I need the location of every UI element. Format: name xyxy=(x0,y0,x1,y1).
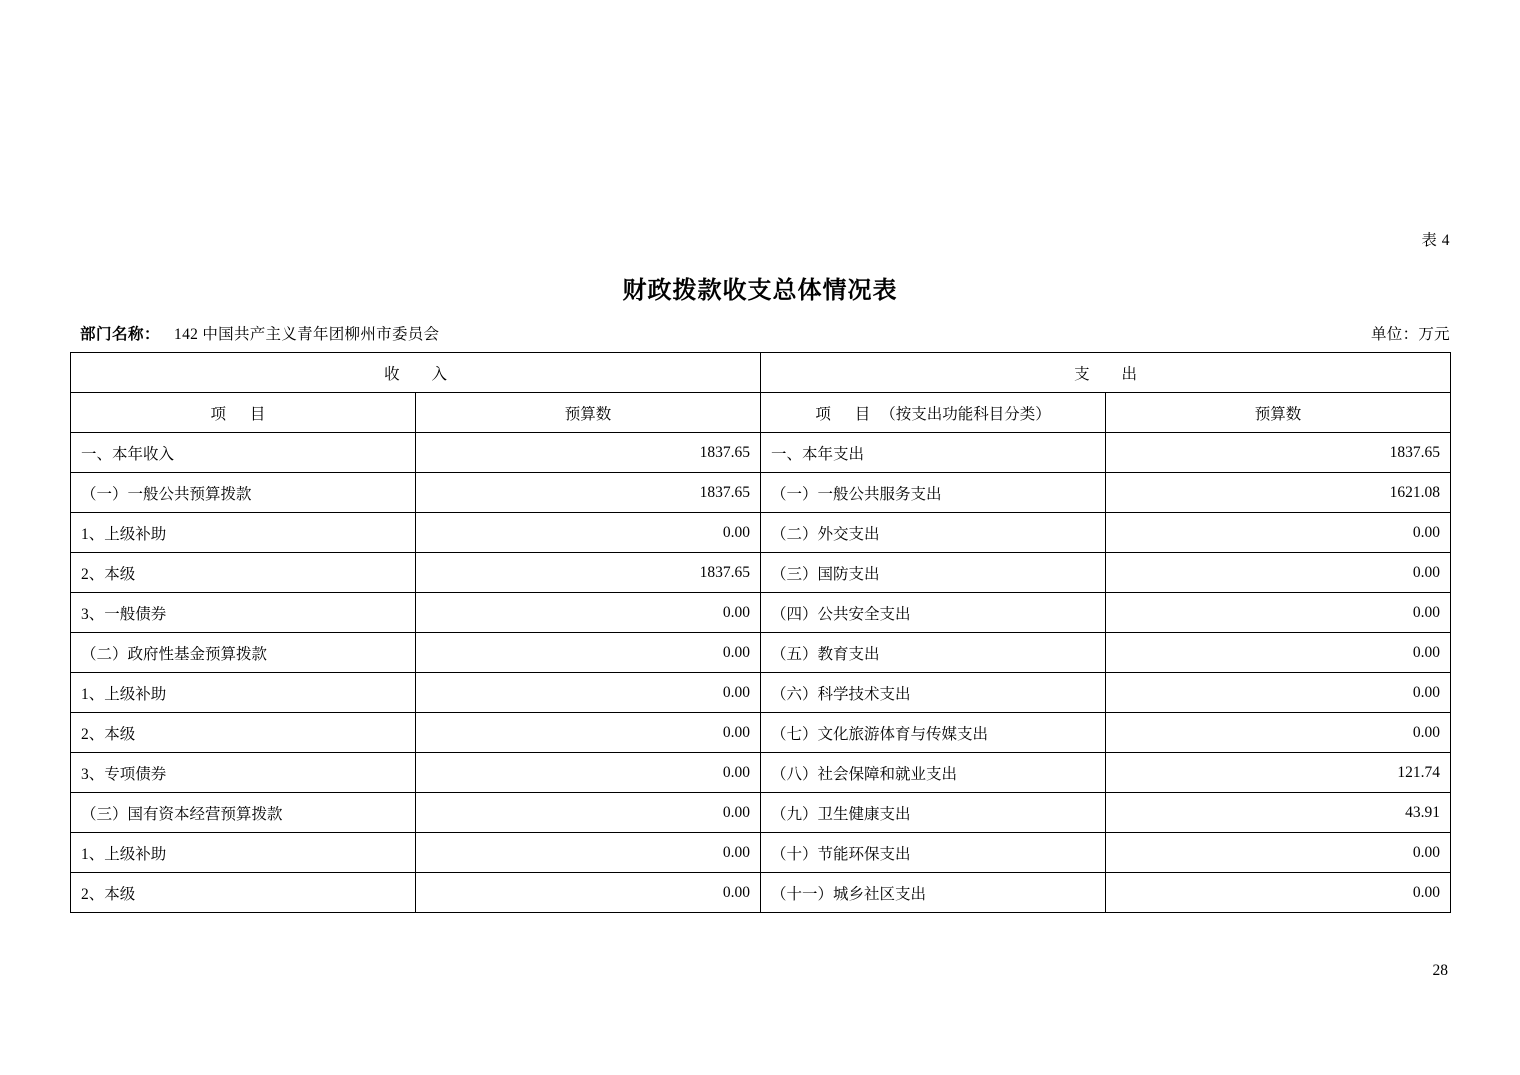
income-item: （二）政府性基金预算拨款 xyxy=(71,633,416,673)
table-row xyxy=(71,833,1451,873)
column-header-expenditure-budget: 预算数 xyxy=(1106,393,1451,433)
income-value: 1837.65 xyxy=(416,553,761,593)
income-value: 0.00 xyxy=(416,593,761,633)
expenditure-value: 0.00 xyxy=(1106,873,1451,913)
expenditure-value: 0.00 xyxy=(1106,833,1451,873)
column-header-income-budget: 预算数 xyxy=(416,393,761,433)
income-value: 0.00 xyxy=(416,713,761,753)
expenditure-value: 0.00 xyxy=(1106,713,1451,753)
expenditure-value: 0.00 xyxy=(1106,673,1451,713)
income-value: 1837.65 xyxy=(416,433,761,473)
expenditure-item: （六）科学技术支出 xyxy=(761,673,1106,713)
expenditure-value: 43.91 xyxy=(1106,793,1451,833)
income-item: （三）国有资本经营预算拨款 xyxy=(71,793,416,833)
column-header-income-item: 项 目 xyxy=(71,393,416,433)
income-item: 3、一般债券 xyxy=(71,593,416,633)
expenditure-item: （十）节能环保支出 xyxy=(761,833,1106,873)
table-row xyxy=(71,673,1451,713)
expenditure-item: （十一）城乡社区支出 xyxy=(761,873,1106,913)
income-value: 0.00 xyxy=(416,873,761,913)
table-row xyxy=(71,633,1451,673)
table-group-header-row xyxy=(71,353,1451,393)
income-item: 1、上级补助 xyxy=(71,673,416,713)
department-value: 142 中国共产主义青年团柳州市委员会 xyxy=(174,326,440,343)
table-number: 表 4 xyxy=(1421,232,1450,249)
table-row xyxy=(71,433,1451,473)
expenditure-item: （七）文化旅游体育与传媒支出 xyxy=(761,713,1106,753)
expenditure-value: 0.00 xyxy=(1106,553,1451,593)
income-item: 2、本级 xyxy=(71,553,416,593)
expenditure-item: （二）外交支出 xyxy=(761,513,1106,553)
page-title: 财政拨款收支总体情况表 xyxy=(622,278,898,304)
table-row xyxy=(71,473,1451,513)
income-item: 一、本年收入 xyxy=(71,433,416,473)
income-item: （一）一般公共预算拨款 xyxy=(71,473,416,513)
income-item: 2、本级 xyxy=(71,873,416,913)
table-row xyxy=(71,593,1451,633)
table-row xyxy=(71,713,1451,753)
table-row xyxy=(71,553,1451,593)
expenditure-value: 1837.65 xyxy=(1106,433,1451,473)
expenditure-item: （九）卫生健康支出 xyxy=(761,793,1106,833)
table-row xyxy=(71,513,1451,553)
expenditure-item: （一）一般公共服务支出 xyxy=(761,473,1106,513)
group-header-income: 收 入 xyxy=(71,353,761,393)
expenditure-item: （四）公共安全支出 xyxy=(761,593,1106,633)
table-column-header-row xyxy=(71,393,1451,433)
unit-label: 单位：万元 xyxy=(1370,326,1450,343)
department-line xyxy=(80,322,439,344)
expenditure-value: 0.00 xyxy=(1106,593,1451,633)
income-item: 1、上级补助 xyxy=(71,513,416,553)
income-value: 0.00 xyxy=(416,753,761,793)
income-item: 2、本级 xyxy=(71,713,416,753)
income-value: 0.00 xyxy=(416,673,761,713)
column-header-expenditure-item: 项 目（按支出功能科目分类） xyxy=(761,393,1106,433)
expenditure-item: （三）国防支出 xyxy=(761,553,1106,593)
expenditure-value: 1621.08 xyxy=(1106,473,1451,513)
expenditure-item: （八）社会保障和就业支出 xyxy=(761,753,1106,793)
table-row xyxy=(71,793,1451,833)
income-value: 1837.65 xyxy=(416,473,761,513)
expenditure-item: （五）教育支出 xyxy=(761,633,1106,673)
department-label: 部门名称： xyxy=(80,326,161,343)
income-value: 0.00 xyxy=(416,633,761,673)
income-item: 1、上级补助 xyxy=(71,833,416,873)
page-number: 28 xyxy=(1432,962,1448,979)
income-item: 3、专项债券 xyxy=(71,753,416,793)
expenditure-value: 0.00 xyxy=(1106,513,1451,553)
expenditure-item: 一、本年支出 xyxy=(761,433,1106,473)
document-meta xyxy=(70,322,1450,344)
group-header-expenditure: 支 出 xyxy=(761,353,1451,393)
expenditure-value: 121.74 xyxy=(1106,753,1451,793)
income-value: 0.00 xyxy=(416,513,761,553)
table-body xyxy=(71,353,1451,913)
expenditure-value: 0.00 xyxy=(1106,633,1451,673)
table-row xyxy=(71,873,1451,913)
budget-table xyxy=(70,352,1451,913)
table-row xyxy=(71,753,1451,793)
income-value: 0.00 xyxy=(416,793,761,833)
income-value: 0.00 xyxy=(416,833,761,873)
